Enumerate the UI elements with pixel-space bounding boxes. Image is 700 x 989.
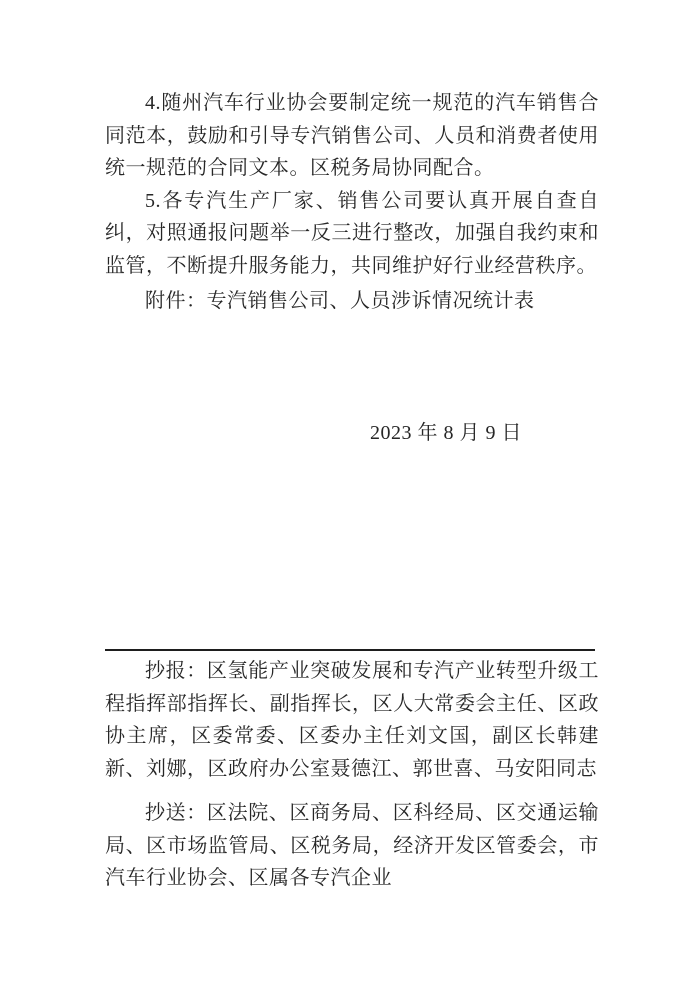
document-date: 2023 年 8 月 9 日 [370, 422, 522, 444]
paragraph-item-4: 4.随州汽车行业协会要制定统一规范的汽车销售合同范本，鼓励和引导专汽销售公司、人员和消费者使用统一规范的合同文本。区税务局协同配合。 [105, 92, 599, 179]
copy-send-paragraph: 抄送：区法院、区商务局、区科经局、区交通运输局、区市场监管局、区税务局，经济开发区管委会，市汽车行业协会、区属各专汽企业 [105, 802, 599, 889]
document-footer [105, 655, 599, 895]
attachment-line: 附件：专汽销售公司、人员涉诉情况统计表 [145, 290, 535, 312]
document-body [105, 87, 599, 318]
footer-divider-line [105, 649, 595, 651]
copy-report-paragraph: 抄报：区氢能产业突破发展和专汽产业转型升级工程指挥部指挥长、副指挥长，区人大常委会主任、区政协主席，区委常委、区委办主任刘文国，副区长韩建新、刘娜，区政府办公室聂德江、郭世喜、马安阳同志 [105, 660, 599, 780]
paragraph-item-5: 5.各专汽生产厂家、销售公司要认真开展自查自纠，对照通报问题举一反三进行整改，加强自我约束和监管，不断提升服务能力，共同维护好行业经营秩序。 [105, 189, 599, 277]
